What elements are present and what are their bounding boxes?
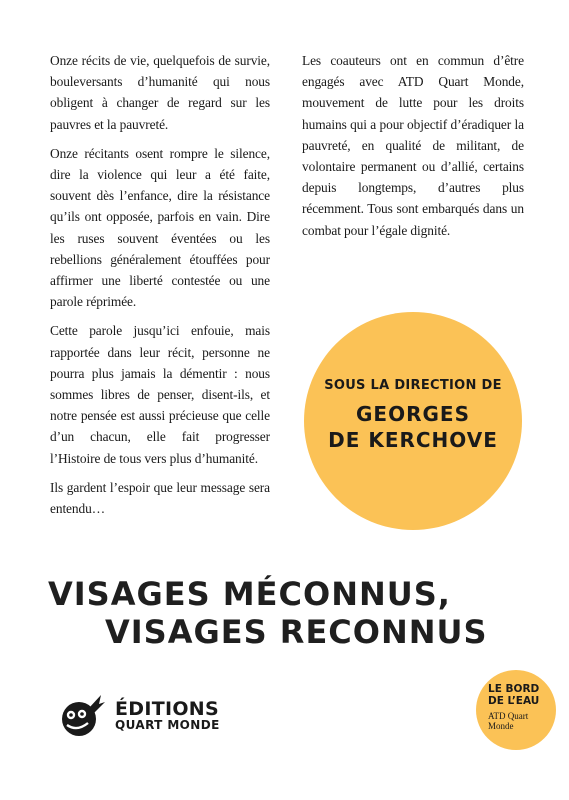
book-title-line-1: VISAGES MÉCONNUS, — [48, 575, 451, 613]
badge-line-3: ATD Quart — [488, 711, 529, 721]
coauthors-paragraph: Les coauteurs ont en commun d’être engagés avec ATD Quart Monde, mouvement de lutte pour les droits humains qui a pour objectif d’éradiquer la pauvreté, en qualité de militant, de volontaire permanent ou d’allié, certains depuis longtemps, d’autres plus récemment. Tous sont embarqués dans un combat pour l’égale dignité. — [302, 53, 524, 238]
back-cover-text-right — [302, 50, 524, 249]
editor-name-line-2: DE KERCHOVE — [328, 427, 498, 452]
editions-quart-monde-logo-icon — [55, 692, 107, 738]
book-title-line-2: VISAGES RECONNUS — [105, 613, 488, 651]
publisher-name: ÉDITIONS — [115, 697, 219, 720]
blurb-paragraph-1: Onze récits de vie, quelquefois de survie, bouleversants d’humanité qui nous obligent à changer de regard sur les pauvres et la pauvreté. — [50, 53, 270, 132]
book-title — [48, 575, 528, 651]
editor-circle — [304, 312, 522, 530]
badge-line-2: DE L’EAU — [488, 695, 540, 707]
blurb-paragraph-3: Cette parole jusqu’ici enfouie, mais rapportée dans leur récit, personne ne pourra plus jamais la démentir : nous sommes libres de penser, disent-ils, et notre pensée est aussi précieuse que celle d’un chacun, elle fait progresser l’Histoire de tous vers plus d’humanité. — [50, 323, 270, 466]
publisher-logo — [55, 692, 220, 738]
editor-name-line-1: GEORGES — [356, 401, 470, 426]
editor-prefix: SOUS LA DIRECTION DE — [324, 377, 502, 393]
collection-badge — [476, 670, 556, 750]
badge-line-4: Monde — [488, 721, 514, 731]
blurb-paragraph-2: Onze récitants osent rompre le silence, dire la violence qui leur a été faite, souvent dès l’enfance, dire la résistance qu’ils ont opposée, parfois en vain. Dire les ruses souvent éventées ou les rebellions généralement étouffées pour affirmer une liberté contestée ou une parole réprimée. — [50, 145, 270, 310]
blurb-paragraph-4: Ils gardent l’espoir que leur message sera entendu… — [50, 479, 270, 517]
back-cover-text-left — [50, 50, 270, 527]
publisher-subname: QUART MONDE — [115, 717, 220, 732]
badge-line-1: LE BORD — [488, 683, 540, 695]
